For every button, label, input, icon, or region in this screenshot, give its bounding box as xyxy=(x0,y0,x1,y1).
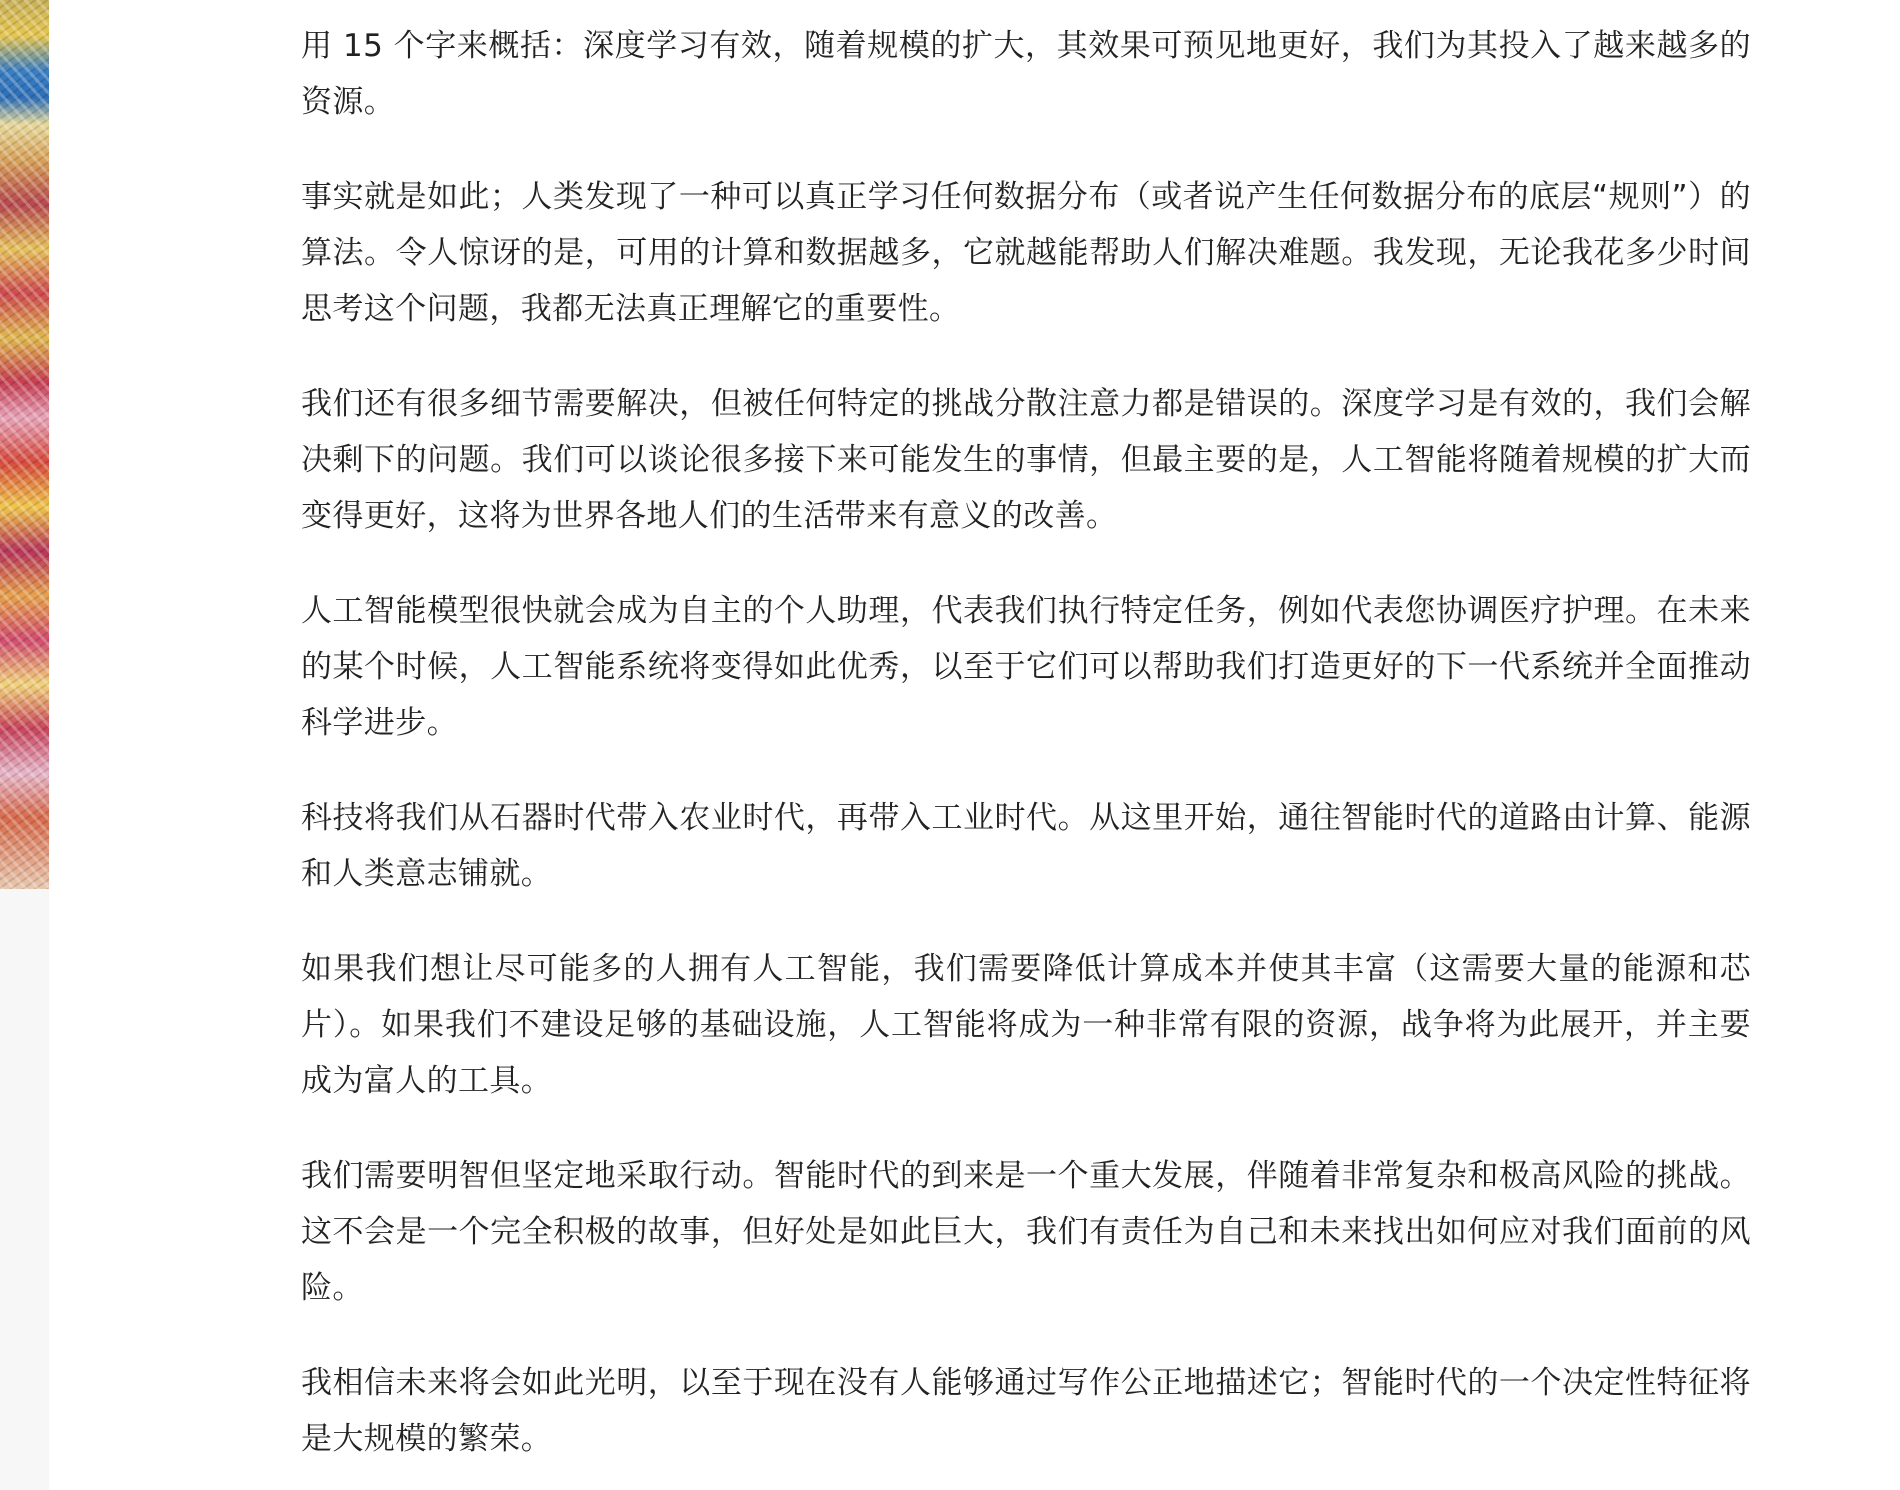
decorative-painting-image xyxy=(0,0,49,889)
paragraph-2: 事实就是如此；人类发现了一种可以真正学习任何数据分布（或者说产生任何数据分布的底层“规则”）的算法。令人惊讶的是，可用的计算和数据越多，它就越能帮助人们解决难题。我发现，无论我花多少时间思考这个问题，我都无法真正理解它的重要性。 xyxy=(301,179,1751,327)
paragraph-3: 我们还有很多细节需要解决，但被任何特定的挑战分散注意力都是错误的。深度学习是有效的，我们会解决剩下的问题。我们可以谈论很多接下来可能发生的事情，但最主要的是，人工智能将随着规模的扩大而变得更好，这将为世界各地人们的生活带来有意义的改善。 xyxy=(301,386,1751,534)
paragraph-1: 用 15 个字来概括：深度学习有效，随着规模的扩大，其效果可预见地更好，我们为其投入了越来越多的资源。 xyxy=(301,28,1751,120)
paragraph-7: 我们需要明智但坚定地采取行动。智能时代的到来是一个重大发展，伴随着非常复杂和极高风险的挑战。这不会是一个完全积极的故事，但好处是如此巨大，我们有责任为自己和未来找出如何应对我们面前的风险。 xyxy=(301,1158,1751,1306)
content-panel xyxy=(49,0,1900,1490)
paragraph-6: 如果我们想让尽可能多的人拥有人工智能，我们需要降低计算成本并使其丰富（这需要大量的能源和芯片）。如果我们不建设足够的基础设施，人工智能将成为一种非常有限的资源，战争将为此展开，并主要成为富人的工具。 xyxy=(301,951,1751,1099)
paragraph-5: 科技将我们从石器时代带入农业时代，再带入工业时代。从这里开始，通往智能时代的道路由计算、能源和人类意志铺就。 xyxy=(301,800,1751,892)
paragraph-4: 人工智能模型很快就会成为自主的个人助理，代表我们执行特定任务，例如代表您协调医疗护理。在未来的某个时候，人工智能系统将变得如此优秀，以至于它们可以帮助我们打造更好的下一代系统并全面推动科学进步。 xyxy=(301,593,1751,741)
paragraph-8: 我相信未来将会如此光明，以至于现在没有人能够通过写作公正地描述它；智能时代的一个决定性特征将是大规模的繁荣。 xyxy=(301,1365,1751,1457)
article-body xyxy=(301,18,1751,1490)
